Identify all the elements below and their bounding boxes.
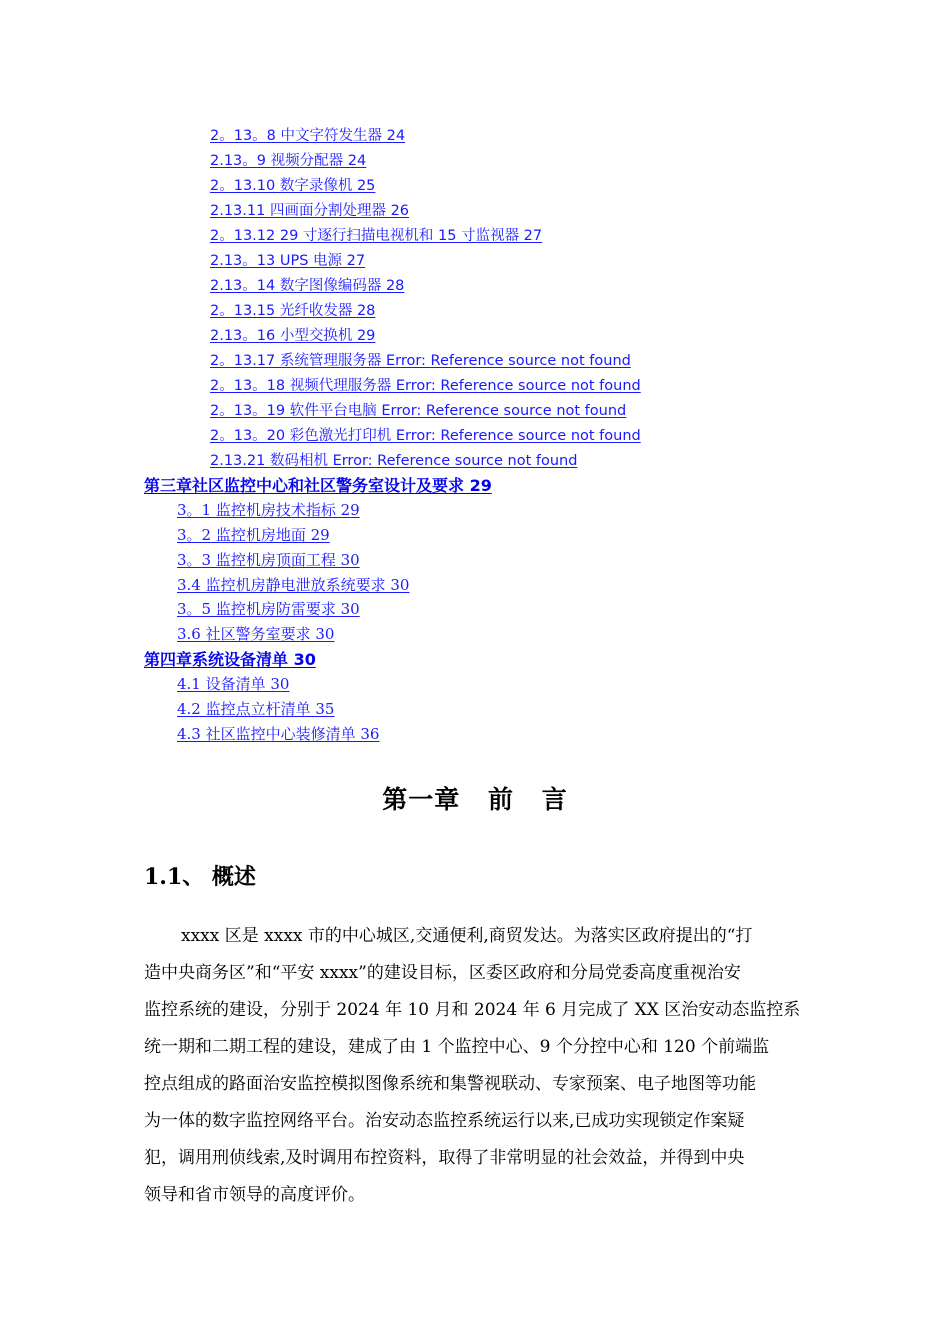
- toc-item-2-13-18[interactable]: 2。13。18 视频代理服务器 Error: Reference source not found: [210, 378, 641, 394]
- toc-item-4-2[interactable]: 4.2 监控点立杆清单 35: [177, 700, 335, 718]
- toc-item-2-13-9[interactable]: 2.13。9 视频分配器 24: [210, 153, 367, 169]
- paragraph-line: 造中央商务区”和“平安 xxxx”的建设目标，区委区政府和分局党委高度重视治安: [144, 963, 741, 983]
- toc-item-2-13-15[interactable]: 2。13.15 光纤收发器 28: [210, 303, 376, 319]
- toc-item-2-13-10[interactable]: 2。13.10 数字录像机 25: [210, 178, 376, 194]
- paragraph-line: xxxx 区是 xxxx 市的中心城区,交通便利,商贸发达。为落实区政府提出的“打: [181, 926, 753, 946]
- toc-item-2-13-12[interactable]: 2。13.12 29 寸逐行扫描电视机和 15 寸监视器 27: [210, 228, 543, 244]
- toc-item-2-13-19[interactable]: 2。13。19 软件平台电脑 Error: Reference source not found: [210, 403, 627, 419]
- section-heading: 1.1、 概述: [144, 864, 256, 890]
- toc-item-4-3[interactable]: 4.3 社区监控中心装修清单 36: [177, 725, 380, 743]
- paragraph-line: 监控系统的建设，分别于 2024 年 10 月和 2024 年 6 月完成了 XX 区治安动态监控系: [144, 1000, 801, 1020]
- toc-item-2-13-21[interactable]: 2.13.21 数码相机 Error: Reference source not found: [210, 453, 578, 469]
- toc-item-2-13-20[interactable]: 2。13。20 彩色激光打印机 Error: Reference source not found: [210, 428, 641, 444]
- toc-item-4-1[interactable]: 4.1 设备清单 30: [177, 675, 290, 693]
- chapter-heading: 第一章 前 言: [382, 785, 568, 814]
- toc-item-2-13-17[interactable]: 2。13.17 系统管理服务器 Error: Reference source not found: [210, 353, 631, 369]
- toc-item-3-6[interactable]: 3.6 社区警务室要求 30: [177, 625, 335, 643]
- toc-item-3-4[interactable]: 3.4 监控机房静电泄放系统要求 30: [177, 576, 410, 594]
- toc-item-2-13-14[interactable]: 2.13。14 数字图像编码器 28: [210, 278, 405, 294]
- toc-item-3-1[interactable]: 3。1 监控机房技术指标 29: [177, 501, 360, 519]
- toc-item-3-5[interactable]: 3。5 监控机房防雷要求 30: [177, 600, 360, 618]
- toc-item-2-13-13[interactable]: 2.13。13 UPS 电源 27: [210, 253, 366, 269]
- toc-item-2-13-8[interactable]: 2。13。8 中文字符发生器 24: [210, 128, 406, 144]
- paragraph-line: 统一期和二期工程的建设，建成了由 1 个监控中心、9 个分控中心和 120 个前端监: [144, 1037, 770, 1057]
- toc-item-3-2[interactable]: 3。2 监控机房地面 29: [177, 526, 330, 544]
- paragraph-line: 领导和省市领导的高度评价。: [144, 1185, 365, 1205]
- toc-chapter-3[interactable]: 第三章社区监控中心和社区警务室设计及要求 29: [144, 476, 492, 495]
- toc-item-2-13-11[interactable]: 2.13.11 四画面分割处理器 26: [210, 203, 410, 219]
- paragraph-line: 控点组成的路面治安监控模拟图像系统和集警视联动、专家预案、电子地图等功能: [144, 1074, 756, 1094]
- toc-item-3-3[interactable]: 3。3 监控机房顶面工程 30: [177, 551, 360, 569]
- toc-chapter-4[interactable]: 第四章系统设备清单 30: [144, 650, 316, 669]
- toc-item-2-13-16[interactable]: 2.13。16 小型交换机 29: [210, 328, 376, 344]
- paragraph-line: 犯，调用刑侦线索,及时调用布控资料，取得了非常明显的社会效益，并得到中央: [144, 1148, 745, 1168]
- paragraph-line: 为一体的数字监控网络平台。治安动态监控系统运行以来,已成功实现锁定作案疑: [144, 1111, 745, 1131]
